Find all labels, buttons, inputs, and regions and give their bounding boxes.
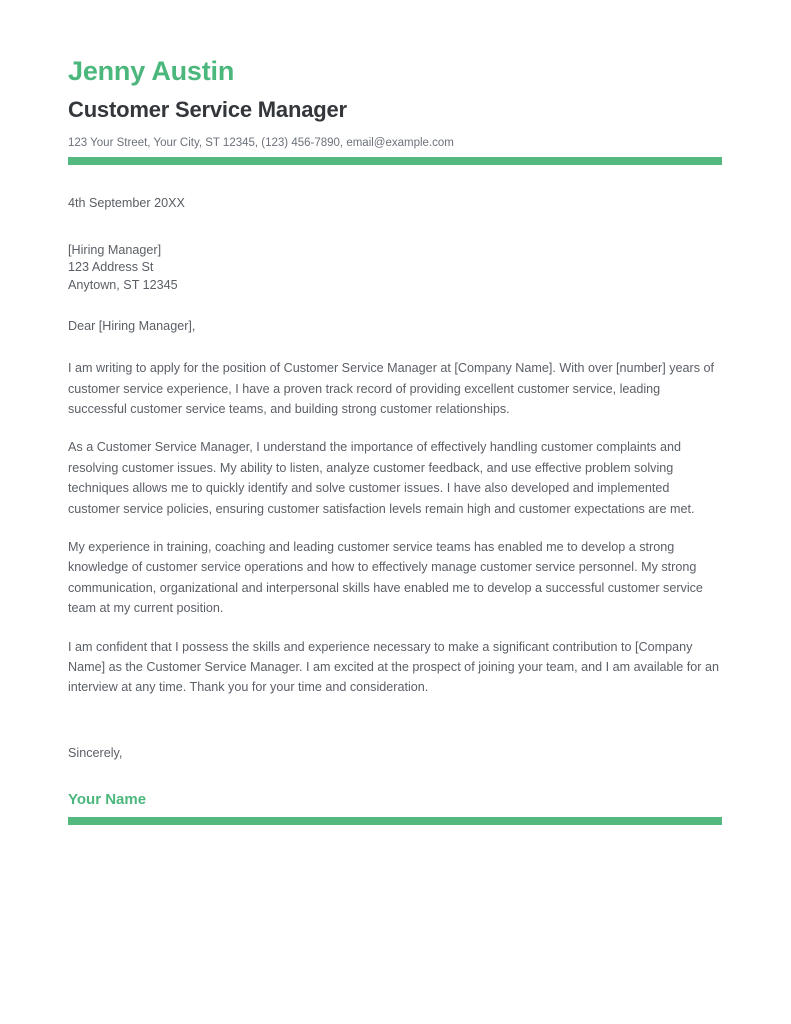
closing-salutation: Sincerely, bbox=[68, 745, 123, 760]
job-title: Customer Service Manager bbox=[68, 97, 347, 123]
body-paragraph: My experience in training, coaching and leading customer service teams has enabled me to develop a strong knowledge of customer service operations and how to effectively manage customer service personnel. My strong communication, organizational and interpersonal skills have enabled me to develop a successful customer service team at my current position. bbox=[68, 540, 703, 616]
letter-body bbox=[68, 165, 722, 809]
header-accent-rule bbox=[68, 157, 722, 165]
recipient-line-3: Anytown, ST 12345 bbox=[68, 277, 178, 292]
salutation: Dear [Hiring Manager], bbox=[68, 318, 196, 333]
body-paragraph: As a Customer Service Manager, I understand the importance of effectively handling customer complaints and resolving customer issues. My ability to listen, analyze customer feedback, and use effective problem solving techniques allows me to quickly identify and solve customer issues. I have also developed and implemented customer service policies, ensuring customer satisfaction levels remain high and customer expectations are met. bbox=[68, 440, 695, 516]
letter-sheet bbox=[68, 0, 722, 825]
contact-line: 123 Your Street, Your City, ST 12345, (123) 456-7890, email@example.com bbox=[68, 137, 454, 150]
applicant-name: Jenny Austin bbox=[68, 56, 235, 86]
footer-accent-rule bbox=[68, 817, 722, 825]
signature-name: Your Name bbox=[68, 791, 147, 809]
recipient-address-block bbox=[68, 242, 722, 294]
letter-date: 4th September 20XX bbox=[68, 196, 185, 211]
recipient-line-1: [Hiring Manager] bbox=[68, 242, 162, 257]
recipient-line-2: 123 Address St bbox=[68, 260, 154, 275]
body-paragraph: I am confident that I possess the skills and experience necessary to make a significant contribution to [Company Name] as the Customer Service Manager. I am excited at the prospect of joining your team, and I am available for an interview at any time. Thank you for your time and consideration. bbox=[68, 639, 720, 695]
closing-block bbox=[68, 743, 722, 809]
body-paragraph: I am writing to apply for the position of Customer Service Manager at [Company Name]. With over [number] years of customer service experience, I have a proven track record of providing excellent customer service, leading successful customer service teams, and building strong customer relationships. bbox=[68, 361, 715, 417]
letter-header bbox=[68, 0, 722, 151]
